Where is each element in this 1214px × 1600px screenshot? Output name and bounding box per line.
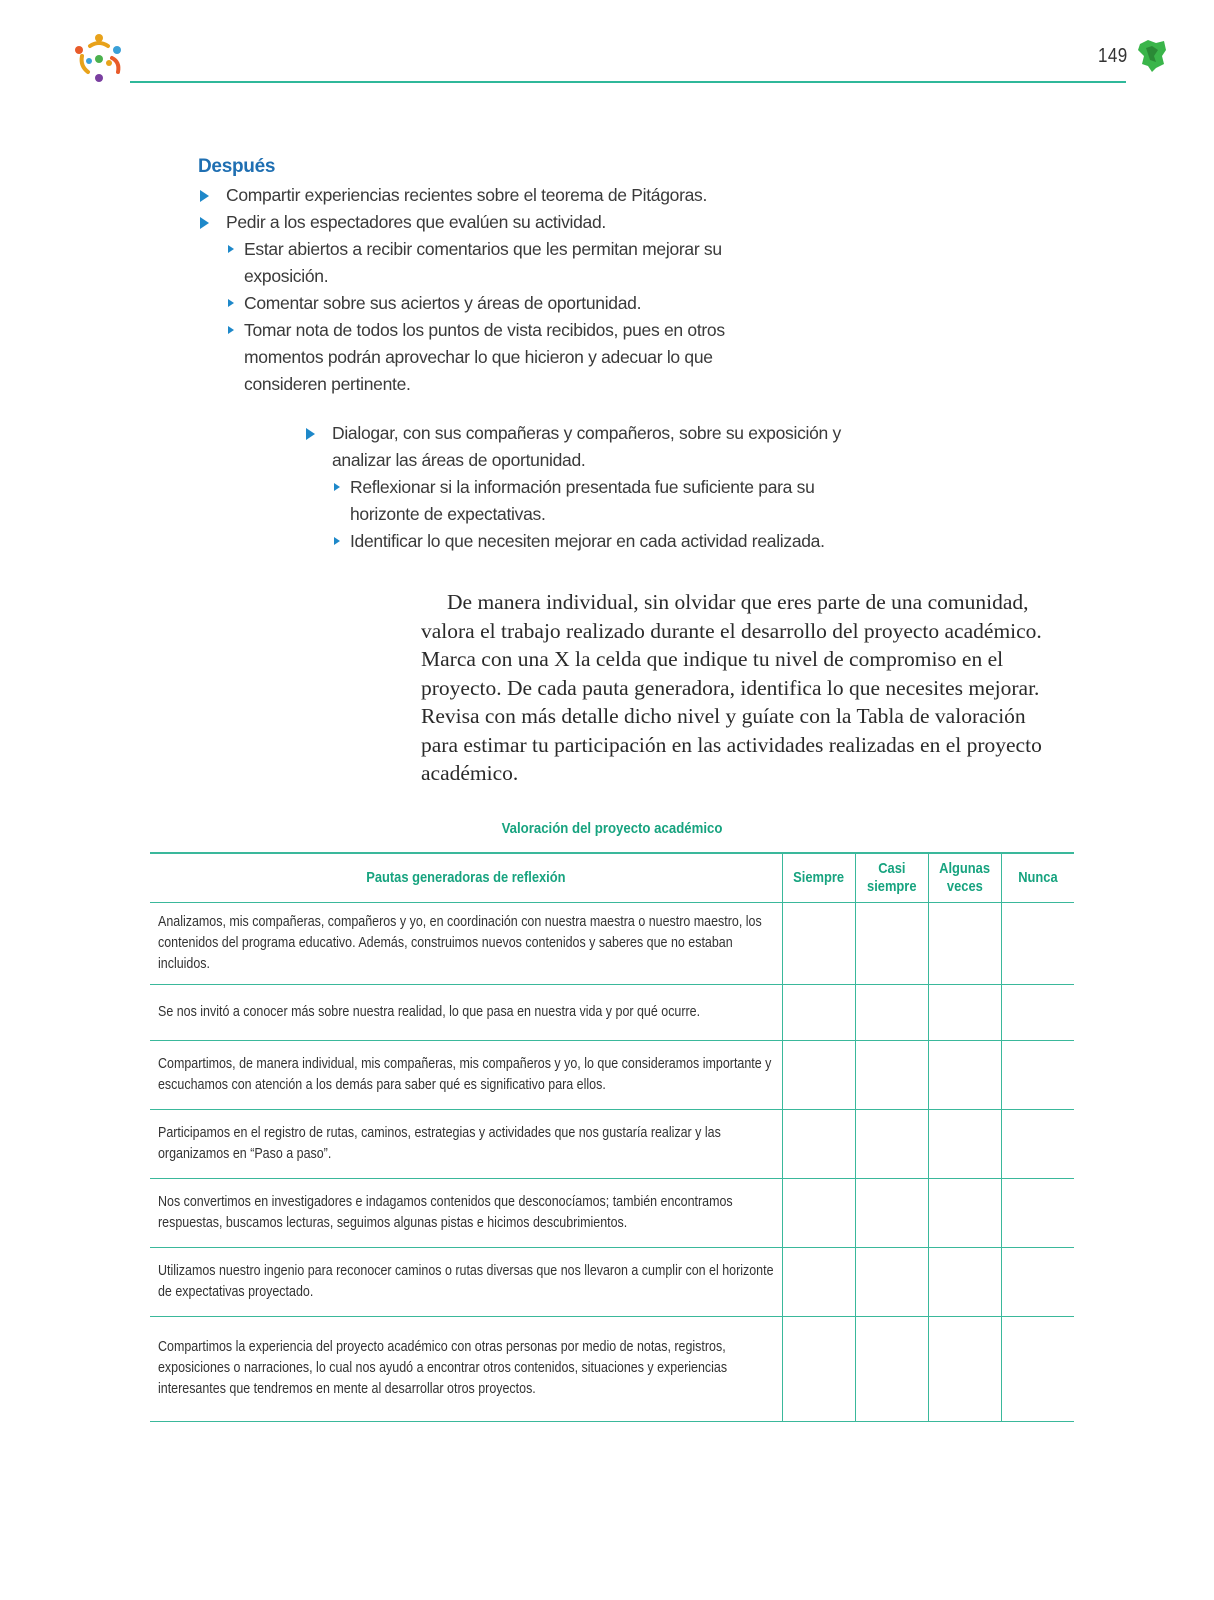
nunca-cell[interactable] (1001, 1178, 1074, 1247)
list-item: Dialogar, con sus compañeras y compañeros, sobre su exposición y analizar las áreas de oportunidad. Reflexionar si la información presentada fue suficiente para su horizonte de expectativas. Identificar lo que necesiten mejorar en cada actividad realizada. (304, 420, 844, 555)
list-subitem: Estar abiertos a recibir comentarios que les permitan mejorar su exposición. (226, 236, 798, 290)
algunas-veces-cell[interactable] (928, 1316, 1001, 1421)
algunas-veces-cell[interactable] (928, 1178, 1001, 1247)
siempre-cell[interactable] (782, 1040, 855, 1109)
list-item: Pedir a los espectadores que evalúen su actividad. Estar abiertos a recibir comentarios que les permitan mejorar su exposición. Comentar sobre sus aciertos y áreas de oportunidad. Tomar nota de todos los puntos de vista recibidos, pues en otros momentos podrán aprovechar lo que hicieron y adecuar lo que consideren pertinente. (198, 209, 798, 398)
section-title: Después (198, 156, 276, 177)
table-row (150, 1247, 1074, 1316)
algunas-veces-cell[interactable] (928, 984, 1001, 1040)
green-map-icon (1136, 38, 1168, 74)
siempre-cell[interactable] (782, 984, 855, 1040)
pauta-cell: Compartimos la experiencia del proyecto académico con otras personas por medio de notas, registros, exposiciones o narraciones, lo cual nos ayudó a encontrar otros contenidos, situaciones y experiencias interesantes que tendremos en mente al desarrollar otros proyectos. (150, 1316, 782, 1421)
people-circle-logo-icon (70, 32, 128, 84)
siempre-cell[interactable] (782, 1247, 855, 1316)
siempre-cell[interactable] (782, 1178, 855, 1247)
table-row (150, 984, 1074, 1040)
pauta-cell: Utilizamos nuestro ingenio para reconocer caminos o rutas diversas que nos llevaron a cumplir con el horizonte de expectativas proyectado. (150, 1247, 782, 1316)
dialogar-section (304, 420, 844, 555)
header-pautas: Pautas generadoras de reflexión (150, 853, 782, 902)
valoracion-table (150, 852, 1074, 1422)
siempre-cell[interactable] (782, 1109, 855, 1178)
table-row (150, 902, 1074, 984)
table-row (150, 1316, 1074, 1421)
list-subitem: Identificar lo que necesiten mejorar en cada actividad realizada. (332, 528, 844, 555)
despues-section (198, 153, 798, 398)
page-number: 149 (1098, 45, 1128, 67)
nunca-cell[interactable] (1001, 984, 1074, 1040)
table-header-row (150, 853, 1074, 902)
nunca-cell[interactable] (1001, 1040, 1074, 1109)
table-row (150, 1040, 1074, 1109)
pauta-cell: Compartimos, de manera individual, mis compañeras, mis compañeros y yo, lo que consideramos importante y escuchamos con atención a los demás para saber qué es significativo para ellos. (150, 1040, 782, 1109)
pauta-cell: Participamos en el registro de rutas, caminos, estrategias y actividades que nos gustaría realizar y las organizamos en “Paso a paso”. (150, 1109, 782, 1178)
casi-siempre-cell[interactable] (855, 1178, 928, 1247)
casi-siempre-cell[interactable] (855, 984, 928, 1040)
list-subitem: Tomar nota de todos los puntos de vista recibidos, pues en otros momentos podrán aprovechar lo que hicieron y adecuar lo que consideren pertinente. (226, 317, 798, 398)
pauta-cell: Se nos invitó a conocer más sobre nuestra realidad, lo que pasa en nuestra vida y por qué ocurre. (150, 984, 782, 1040)
nunca-cell[interactable] (1001, 902, 1074, 984)
table-row (150, 1178, 1074, 1247)
casi-siempre-cell[interactable] (855, 1040, 928, 1109)
list-subitem: Comentar sobre sus aciertos y áreas de oportunidad. (226, 290, 798, 317)
siempre-cell[interactable] (782, 1316, 855, 1421)
header-siempre: Siempre (782, 853, 855, 902)
nunca-cell[interactable] (1001, 1109, 1074, 1178)
header-casi-siempre: Casi siempre (855, 853, 928, 902)
table-title: Valoración del proyecto académico (501, 820, 723, 837)
list-subitem: Reflexionar si la información presentada fue suficiente para su horizonte de expectativas. (332, 474, 844, 528)
algunas-veces-cell[interactable] (928, 1247, 1001, 1316)
pauta-cell: Analizamos, mis compañeras, compañeros y yo, en coordinación con nuestra maestra o nuestro maestro, los contenidos del programa educativo. Además, construimos nuevos contenidos y saberes que no estaban incluidos. (150, 902, 782, 984)
casi-siempre-cell[interactable] (855, 1247, 928, 1316)
list-item: Compartir experiencias recientes sobre el teorema de Pitágoras. (198, 182, 798, 209)
casi-siempre-cell[interactable] (855, 1109, 928, 1178)
instructions-paragraph: De manera individual, sin olvidar que eres parte de una comunidad, valora el trabajo realizado durante el desarrollo del proyecto académico. Marca con una X la celda que indique tu nivel de compromiso en el proyecto. De cada pauta generadora, identifica lo que necesites mejorar. Revisa con más detalle dicho nivel y guíate con la Tabla de valoración para estimar tu participación en las actividades realizadas en el proyecto académico. (421, 590, 1042, 785)
header-algunas-veces: Algunas veces (928, 853, 1001, 902)
pauta-cell: Nos convertimos en investigadores e indagamos contenidos que desconocíamos; también encontramos respuestas, buscamos lecturas, seguimos algunas pistas e hicimos descubrimientos. (150, 1178, 782, 1247)
nunca-cell[interactable] (1001, 1316, 1074, 1421)
algunas-veces-cell[interactable] (928, 1109, 1001, 1178)
siempre-cell[interactable] (782, 902, 855, 984)
algunas-veces-cell[interactable] (928, 1040, 1001, 1109)
algunas-veces-cell[interactable] (928, 902, 1001, 984)
header-nunca: Nunca (1001, 853, 1074, 902)
casi-siempre-cell[interactable] (855, 902, 928, 984)
header-divider (130, 81, 1126, 83)
nunca-cell[interactable] (1001, 1247, 1074, 1316)
casi-siempre-cell[interactable] (855, 1316, 928, 1421)
table-row (150, 1109, 1074, 1178)
